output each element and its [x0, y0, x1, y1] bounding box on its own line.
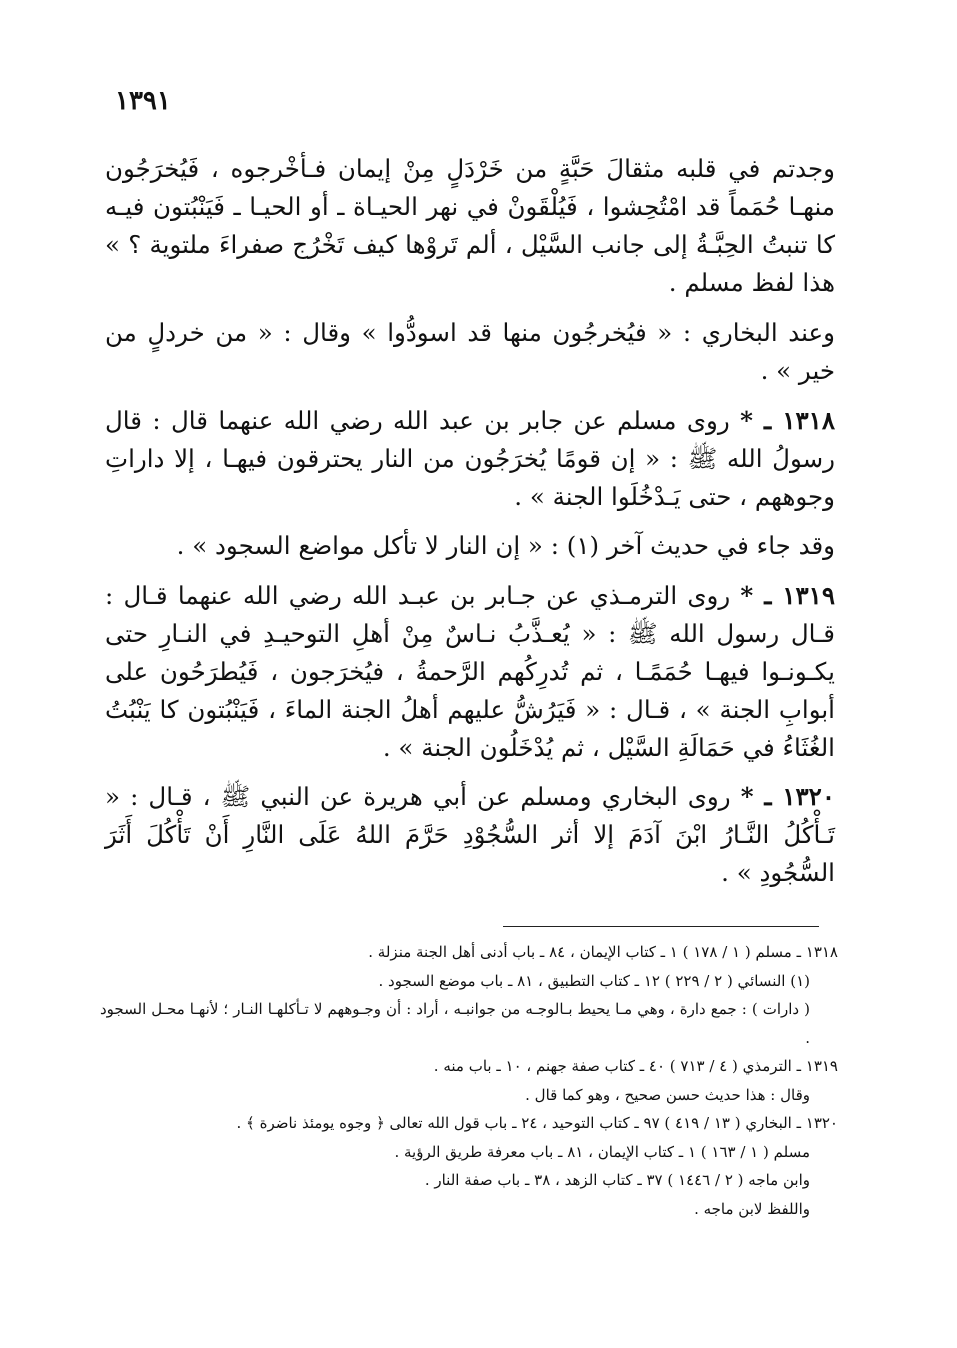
- footnote-1320-wording: واللفظ لابن ماجه .: [694, 1199, 810, 1218]
- footnote-1320-ibn-majah: وابن ماجه ( ٢ / ١٤٤٦ ) ٣٧ ـ كتاب الزهد ، ٣٨ ـ باب صفة النار .: [424, 1171, 810, 1189]
- hadith-1319: [105, 577, 835, 767]
- hadith-number: ١٣١٩ ـ *: [740, 581, 835, 610]
- hadith-number: ١٣٢٠ ـ *: [740, 782, 835, 811]
- paragraph-continuation: [105, 150, 835, 302]
- footnote-1319: ١٣١٩ ـ الترمذي ( ٤ / ٧١٣ ) ٤٠ ـ كتاب صفة جهنم ، ١٠ ـ باب منه .: [433, 1057, 838, 1075]
- hadith-number: ١٣١٨ ـ *: [740, 406, 835, 435]
- footnote-1: (١) النسائي ( ٢ / ٢٢٩ ) ١٢ ـ كتاب التطبيق ، ٨١ ـ باب موضع السجود .: [378, 971, 810, 990]
- footnote-divider: [503, 926, 819, 927]
- paragraph-bukhari-variant: [105, 314, 835, 390]
- paragraph-text: روى مسلم عن جابر بن عبد الله رضي الله عنهما قال : قال رسولُ الله ﷺ : « إن قومًا يُخرَجُون من النار يحترقون فيهـا ، إلا داراتِ وجوههم ، حتى يَـدْخُلَوا الجنة » .: [105, 406, 835, 511]
- footnote-1319-grading: وقال : هذا حديث حسن صحيح ، وهو كما قال .: [525, 1085, 810, 1104]
- hadith-1318: [105, 402, 835, 516]
- paragraph-text: وعند البخاري : « فيُخرجُون منها قد اسودُّوا » وقال : « من خردلٍ من خير » .: [105, 318, 835, 385]
- page-number: ١٣٩١: [115, 86, 171, 116]
- paragraph-text: وجدتم في قلبه مثقالَ حَبَّةٍ من خَرْدَلٍ مِنْ إيمان فـأخْرجوه ، فَيُخرَجُون منهـا حُمَماً قد امْتُحِشوا ، فَيُلْقَونْ في نهر الحيـاة ـ أو الحيـا ـ فَيَنْبُتون فيـه كا تنبتُ الحِبَّـةُ إلى جانب السَّيْل ، ألم تَروْها كيف تَخْرُج صفراءَ ملتوية ؟ » هذا لفظ مسلم .: [105, 154, 835, 297]
- paragraph-text: وقد جاء في حديث آخر (١) : « إن النار لا تأكل مواضع السجود » .: [176, 531, 835, 560]
- footnote-1318: ١٣١٨ ـ مسلم ( ١ / ١٧٨ ) ١ ـ كتاب الإيمان ، ٨٤ ـ باب أدنى أهل الجنة منزلة .: [368, 943, 838, 961]
- footnote-1320: ١٣٢٠ ـ البخاري ( ١٣ / ٤١٩ ) ٩٧ ـ كتاب التوحيد ، ٢٤ ـ باب قول الله تعالى ﴿ وجوه يومئذ ناضرة ﴾ .: [236, 1114, 838, 1132]
- footnote-1320-muslim: مسلم ( ١ / ١٦٣ ) ١ ـ كتاب الإيمان ، ٨١ ـ باب معرفة طريق الرؤية .: [394, 1142, 810, 1161]
- paragraph-other-hadith: [105, 527, 835, 565]
- hadith-1320: [105, 778, 835, 892]
- paragraph-text: روى الترمـذي عن جـابر بن عبـد الله رضي الله عنهما قـال : قـال رسول الله ﷺ : « يُعـذَّبُ نـاسٌ مِنْ أهلِ التوحيـدِ في النـارِ حتى يكـونـوا فيهـا حُمَمًـا ، ثم تُدرِكُهم الرَّحمةُ ، فيُخرَجون ، فَيُطرَحُون على أبوابِ الجنة » ، قـال : « فَيَرُشُّ عليهم أهلُ الجنة الماءَ ، فَيَنْبُتون كا يَنْبُتُ الغُثَاءُ في حَمَالَةِ السَّيْل ، ثم يُدْخَلُون الجنة » .: [105, 581, 835, 762]
- main-text: [105, 150, 835, 903]
- footnotes: [100, 938, 838, 1223]
- paragraph-text: روى البخاري ومسلم عن أبي هريرة عن النبي ﷺ ، قـال : « تَـأْكُلُ النَّـارُ ابْنَ آدَمَ إلا أثر السُّجُوْدِ حَرَّمَ اللهُ عَلَى النَّارِ أَنْ تَأْكُلَ أَثَرَ السُّجُودِ » .: [105, 782, 835, 887]
- footnote-darat-definition: ( دارات ) : جمع دارة ، وهي مـا يحيط بـالوجـه من جوانبـه ، أراد : أن وجـوههم لا تـأكلهـا النـار ؛ لأنهـا محـل السجود .: [100, 1000, 810, 1047]
